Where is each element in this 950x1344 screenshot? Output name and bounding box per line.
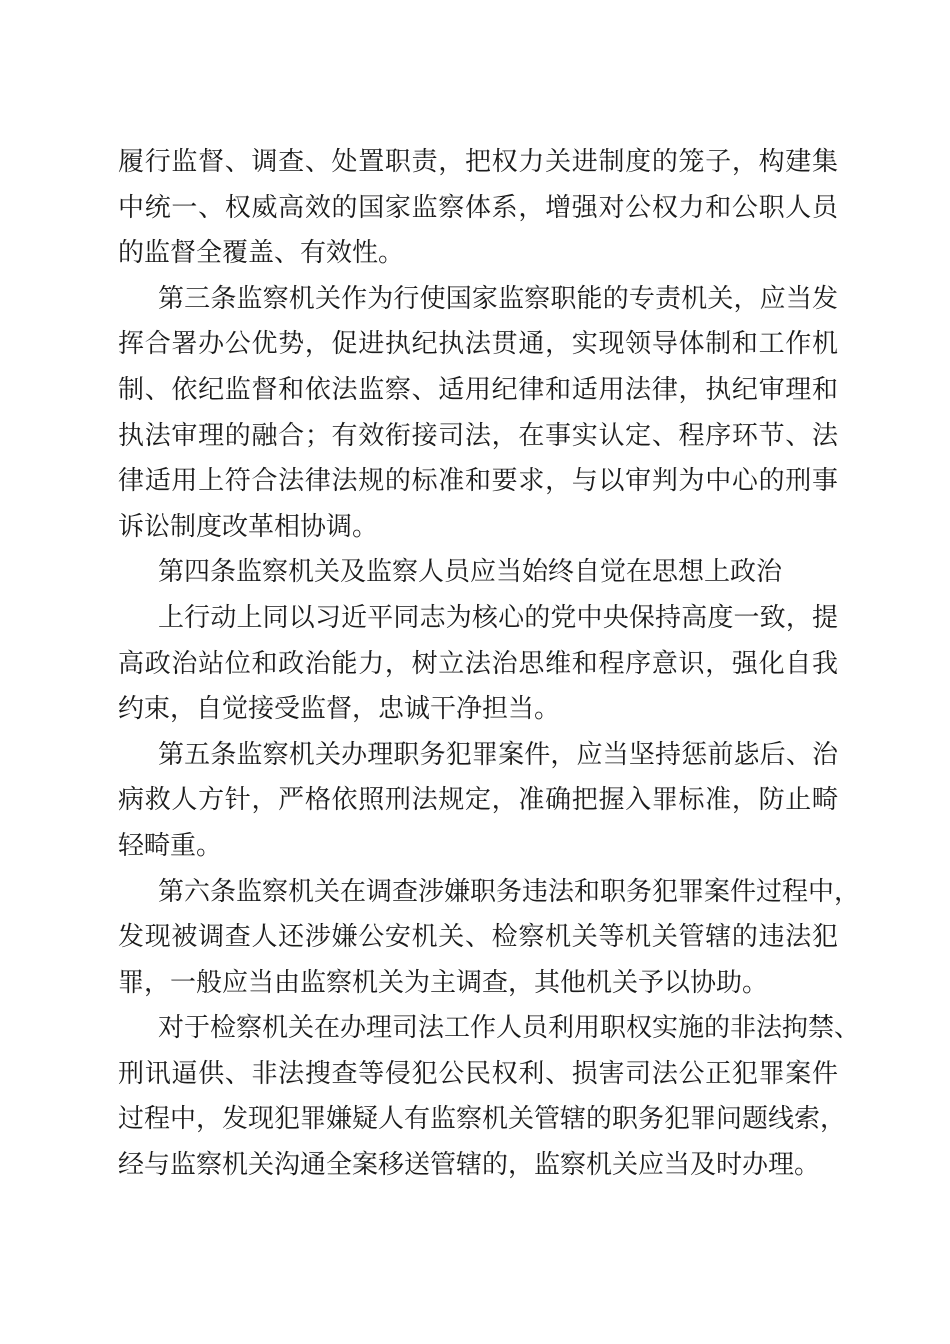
text-line: 诉讼制度改革相协调。 bbox=[118, 511, 379, 542]
text-line: 挥合署办公优势，促进执纪执法贯通，实现领导体制和工作机 bbox=[118, 329, 838, 360]
article-3-line: 第三条监察机关作为行使国家监察职能的专责机关，应当发 bbox=[158, 283, 838, 314]
document-body bbox=[118, 140, 861, 1189]
text-line: 过程中，发现犯罪嫌疑人有监察机关管辖的职务犯罪问题线索， bbox=[118, 1104, 847, 1135]
text-line: 的监督全覆盖、有效性。 bbox=[118, 238, 405, 269]
article-4-line: 第四条监察机关及监察人员应当始终自觉在思想上政治 bbox=[158, 557, 783, 588]
text-line: 轻畸重。 bbox=[118, 830, 223, 861]
text-line: 上行动上同以习近平同志为核心的党中央保持高度一致，提 bbox=[158, 602, 838, 633]
text-line: 执法审理的融合；有效衔接司法，在事实认定、程序环节、法 bbox=[118, 420, 838, 451]
text-line: 罪，一般应当由监察机关为主调查，其他机关予以协助。 bbox=[118, 967, 769, 998]
paragraph-line: 对于检察机关在办理司法工作人员利用职权实施的非法拘禁、 bbox=[158, 1013, 861, 1044]
article-5-line: 第五条监察机关办理职务犯罪案件，应当坚持惩前毖后、治 bbox=[158, 739, 838, 770]
text-line: 经与监察机关沟通全案移送管辖的，监察机关应当及时办理。 bbox=[118, 1150, 821, 1181]
text-line: 刑讯逼供、非法搜查等侵犯公民权利、损害司法公正犯罪案件 bbox=[118, 1058, 838, 1089]
text-line: 病救人方针，严格依照刑法规定，准确把握入罪标准，防止畸 bbox=[118, 785, 838, 816]
text-line: 发现被调查人还涉嫌公安机关、检察机关等机关管辖的违法犯 bbox=[118, 922, 838, 953]
text-line: 中统一、权威高效的国家监察体系，增强对公权力和公职人员 bbox=[118, 192, 838, 223]
text-line: 律适用上符合法律法规的标准和要求，与以审判为中心的刑事 bbox=[118, 466, 838, 497]
text-line: 高政治站位和政治能力，树立法治思维和程序意识，强化自我 bbox=[118, 648, 838, 679]
text-line: 约束，自觉接受监督，忠诚干净担当。 bbox=[118, 694, 561, 725]
text-line: 制、依纪监督和依法监察、适用纪律和适用法律，执纪审理和 bbox=[118, 374, 838, 405]
text-line: 履行监督、调查、处置职责，把权力关进制度的笼子，构建集 bbox=[118, 147, 838, 177]
article-6-line: 第六条监察机关在调查涉嫌职务违法和职务犯罪案件过程中， bbox=[158, 876, 861, 907]
